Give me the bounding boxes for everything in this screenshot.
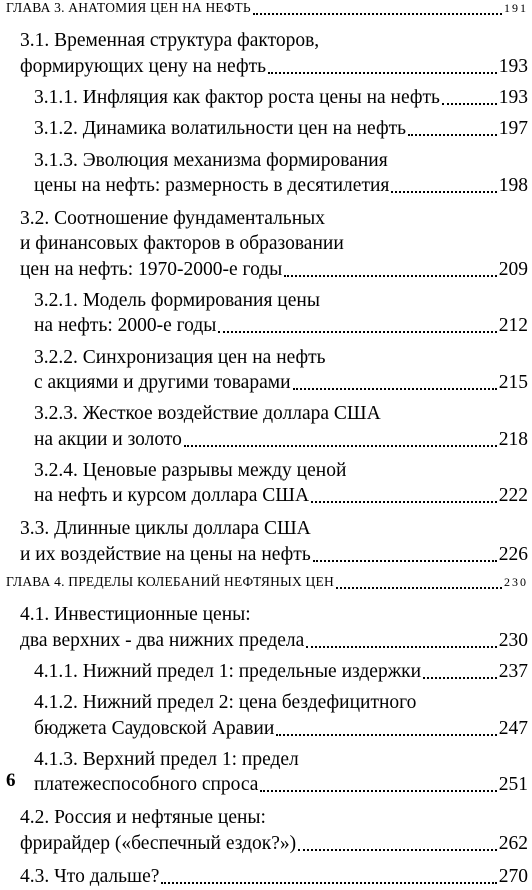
toc-entry-text: 3.3. Длинные циклы доллара США [20,518,311,540]
toc-entry-line [34,345,326,371]
toc-entry-text: фрирайдер («беспечный ездок?») [20,832,297,854]
toc-entry-text: на нефть: 2000-е годы [34,315,217,337]
toc-entry-line [34,116,528,142]
dot-leader [313,559,497,562]
toc-entry-line [34,85,528,111]
toc-entry-text: 3.1. Временная структура факторов, [20,30,320,52]
toc-entry-text: два верхних - два нижних предела [20,629,305,651]
dot-leader [298,848,497,851]
toc-page-number: 270 [498,866,528,887]
toc-entry-text: 3.2.3. Жесткое воздействие доллара США [34,403,381,425]
dot-leader [268,71,497,74]
toc-page-number: 251 [498,774,528,796]
toc-entry-line [34,659,528,685]
toc-entry-line [34,313,528,339]
toc-entry-text: ГЛАВА 3. АНАТОМИЯ ЦЕН НА НЕФТЬ [6,0,251,15]
toc-page-number: 197 [498,118,528,140]
toc-entry-line [34,370,528,396]
toc-entry-line [34,173,528,199]
toc-page-number: 222 [498,485,528,507]
toc-page-number: 218 [498,428,528,450]
toc-page-number: 237 [498,660,528,682]
toc-entry-text: 4.3. Что дальше? [20,866,160,887]
toc-entry-text: цен на нефть: 1970-2000-е годы [20,258,283,280]
toc-page-number: 226 [498,543,528,565]
toc-entry-text: формирующих цену на нефть [20,55,266,77]
toc-page-number: 212 [498,315,528,337]
toc-entry-line [20,602,251,628]
toc-entry-text: 4.2. Россия и нефтяные цены: [20,807,266,829]
toc-entry-line [34,483,528,509]
toc-entry-text: и их воздействие на цены на нефть [20,543,311,565]
toc-entry-line [34,427,528,453]
toc-page-number: 230 [504,575,528,589]
toc-entry-line [34,148,388,174]
toc-page-number: 193 [498,55,528,77]
toc-entry-line [20,28,319,54]
toc-entry-text: 3.2.1. Модель формирования цены [34,290,320,311]
toc-page-number: 230 [498,629,528,651]
toc-entry-text: 3.1.1. Инфляция как фактор роста цены на нефть [34,86,440,108]
toc-page-number: 193 [498,86,528,108]
toc-entry-text: 4.1.3. Верхний предел 1: предел [34,748,299,770]
dot-leader [442,102,497,105]
dot-leader [306,645,496,648]
toc-entry-line [20,206,325,232]
dot-leader [293,387,497,390]
toc-entry-text: 4.1.2. Нижний предел 2: цена бездефицитного [34,692,417,714]
toc-page-number: 215 [498,371,528,393]
toc-page-number: 191 [504,1,528,15]
dot-leader [336,586,502,589]
dot-leader [391,190,496,193]
toc-chapter-line [6,0,528,21]
toc-entry-line [34,772,528,798]
toc-entry-text: 4.1. Инвестиционные цены: [20,604,251,626]
toc-entry-text: на акции и золото [34,428,182,450]
toc-entry-line [34,690,416,716]
toc-entry-line [20,864,528,890]
toc-page-number: 198 [498,174,528,196]
dot-leader [161,881,496,884]
toc-chapter-line [6,569,528,595]
toc-entry-text: 3.2.4. Ценовые разрывы между ценой [34,459,347,481]
dot-leader [408,133,497,136]
toc-page-number: 209 [498,258,528,280]
toc-entry-text: 4.1.1. Нижний предел 1: предельные издержки [34,660,422,682]
toc-entry-line [20,805,266,831]
dot-leader [276,733,496,736]
toc-page-number: 262 [498,832,528,854]
dot-leader [184,444,497,447]
toc-entry-line [20,231,344,257]
toc-entry-line [20,516,311,542]
toc-entry-text: ГЛАВА 4. ПРЕДЕЛЫ КОЛЕБАНИЙ НЕФТЯНЫХ ЦЕН [6,574,334,589]
toc-page-number: 247 [498,717,528,739]
toc-entry-line [20,628,528,654]
toc-entry-text: 3.2. Соотношение фундаментальных [20,208,325,230]
toc-entry-line [34,716,528,742]
dot-leader [311,500,497,503]
dot-leader [284,274,496,277]
toc-entry-text: 3.2.2. Синхронизация цен на нефть [34,346,326,368]
toc-entry-text: платежеспособного спроса [34,774,259,796]
toc-entry-text: и финансовых факторов в образовании [20,233,344,255]
toc-entry-text: цены на нефть: размерность в десятилетия [34,174,390,196]
dot-leader [423,676,497,679]
dot-leader [253,12,502,15]
dot-leader [260,789,496,792]
toc-entry-line [34,747,299,773]
toc-entry-text: 3.1.3. Эволюция механизма формирования [34,149,388,171]
toc-entry-text: на нефть и курсом доллара США [34,485,310,507]
toc-entry-line [20,54,528,80]
toc-entry-text: бюджета Саудовской Аравии [34,717,275,739]
page-number: 6 [6,770,16,791]
toc-entry-text: с акциями и другими товарами [34,371,291,393]
toc-entry-line [20,542,528,568]
toc-entry-line [34,288,320,314]
toc-entry-line [34,401,381,427]
toc-entry-line [34,458,346,484]
toc-entry-line [20,257,528,283]
dot-leader [218,330,496,333]
toc-entry-text: 3.1.2. Динамика волатильности цен на нефть [34,118,406,140]
toc-entry-line [20,831,528,857]
